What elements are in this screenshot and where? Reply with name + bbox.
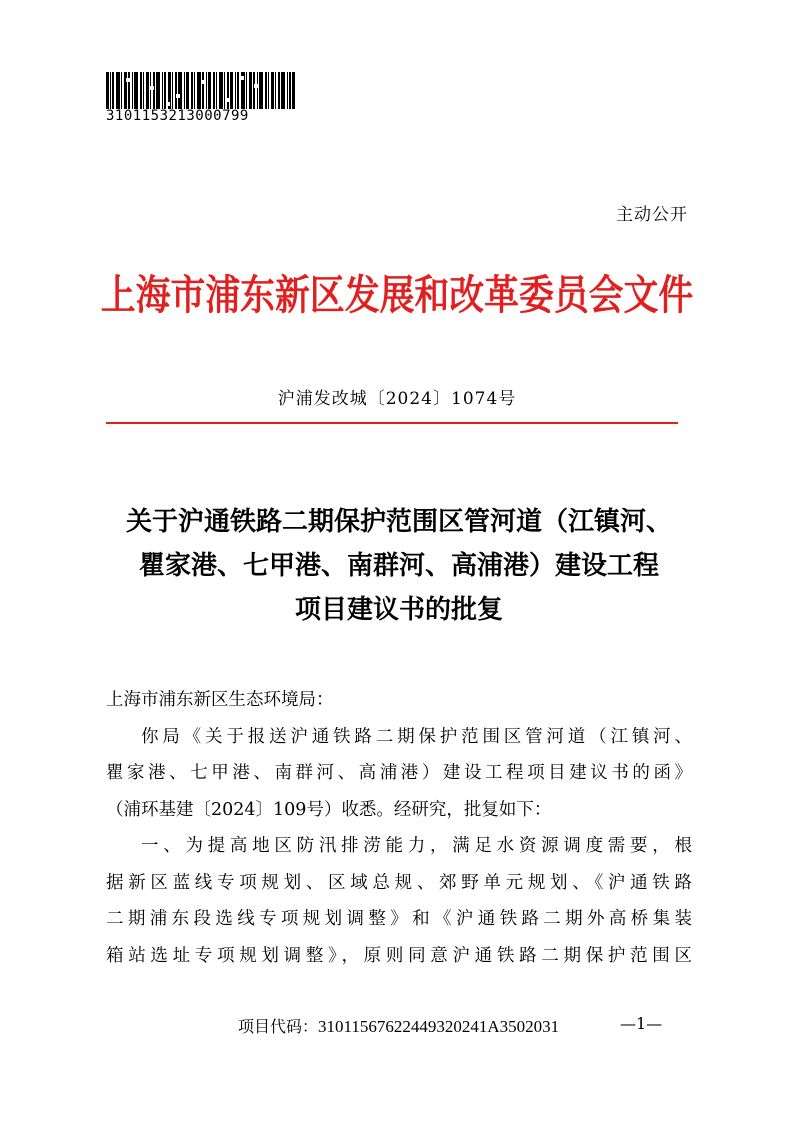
paragraph-1-line-1: 你局《关于报送沪通铁路二期保护范围区管河道（江镇河、 [141,726,692,747]
paragraph-1-line-2: 瞿家港、七甲港、南群河、高浦港）建设工程项目建议书的函》 [106,763,692,783]
project-code [238,1014,559,1037]
agency-header: 上海市浦东新区发展和改革委员会文件 [100,271,694,319]
salutation: 上海市浦东新区生态环境局： [106,690,334,710]
disclosure-classification: 主动公开 [616,205,688,225]
paragraph-2-line-4: 箱站选址专项规划调整》，原则同意沪通铁路二期保护范围区 [106,945,692,966]
title-line-2: 瞿家港、七甲港、南群河、高浦港）建设工程 [138,551,659,581]
paragraph-1-line-3: （浦环基建〔2024〕109号）收悉。经研究，批复如下： [106,799,552,820]
title-line-1: 关于沪通铁路二期保护范围区管河道（江镇河、 [125,507,672,537]
barcode-number: 3101153213000799 [106,108,249,124]
project-code-value: 31011567622449320241A3502031 [318,1017,560,1036]
document-body [106,682,692,974]
title-line-3: 项目建议书的批复 [294,595,503,625]
document-title [106,500,692,632]
paragraph-2-line-3: 二期浦东段选线专项规划调整》和《沪通铁路二期外高桥集装 [106,909,692,929]
paragraph-2-line-1: 一、为提高地区防汛排涝能力，满足水资源调度需要，根 [141,836,692,856]
project-code-label: 项目代码： [238,1017,319,1036]
document-barcode [106,72,295,109]
paragraph-2-line-2: 据新区蓝线专项规划、区域总规、郊野单元规划、《沪通铁路 [106,872,692,893]
red-separator-line [106,422,678,424]
document-number: 沪浦发改城〔2024〕1074号 [277,389,517,409]
page-number: —1— [620,1014,663,1033]
